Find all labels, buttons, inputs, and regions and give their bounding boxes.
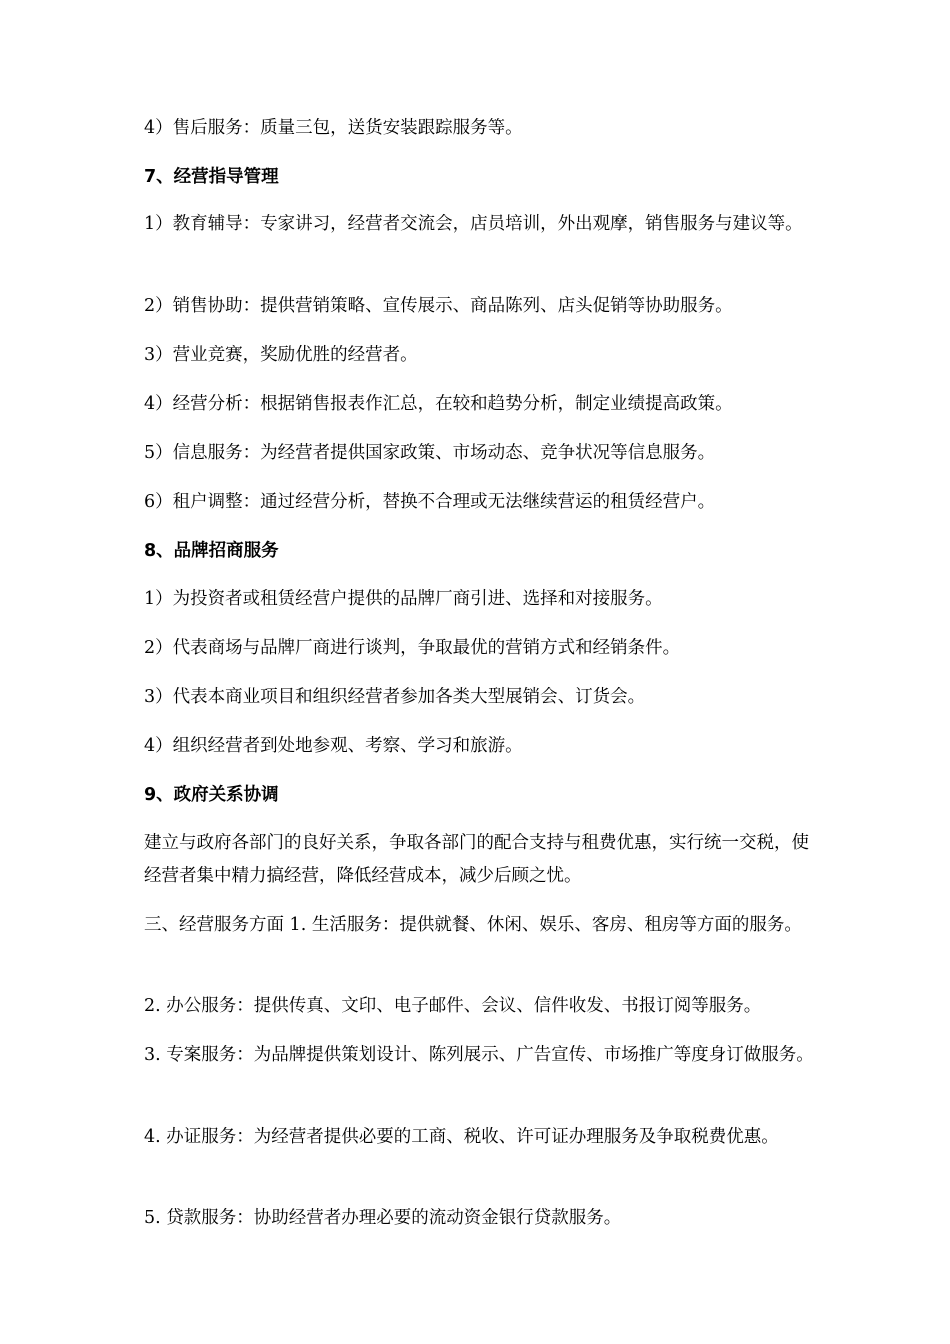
list-item: 3. 专案服务：为品牌提供策划设计、陈列展示、广告宣传、市场推广等度身订做服务。 <box>144 1045 814 1065</box>
list-item: 3）营业竞赛，奖励优胜的经营者。 <box>144 345 418 365</box>
list-item: 1）为投资者或租赁经营户提供的品牌厂商引进、选择和对接服务。 <box>144 589 663 609</box>
paragraph: 三、经营服务方面 1. 生活服务：提供就餐、休闲、娱乐、客房、租房等方面的服务。 <box>144 915 802 935</box>
section-heading: 7、经营指导管理 <box>144 167 279 187</box>
section-heading: 8、品牌招商服务 <box>144 541 279 561</box>
list-item: 4）售后服务：质量三包，送货安装跟踪服务等。 <box>144 118 523 138</box>
list-item: 2）代表商场与品牌厂商进行谈判，争取最优的营销方式和经销条件。 <box>144 638 681 658</box>
section-heading: 9、政府关系协调 <box>144 785 279 805</box>
list-item: 4. 办证服务：为经营者提供必要的工商、税收、许可证办理服务及争取税费优惠。 <box>144 1127 779 1147</box>
list-item: 4）组织经营者到处地参观、考察、学习和旅游。 <box>144 736 523 756</box>
list-item: 6）租户调整：通过经营分析，替换不合理或无法继续营运的租赁经营户。 <box>144 492 716 512</box>
list-item: 3）代表本商业项目和组织经营者参加各类大型展销会、订货会。 <box>144 687 646 707</box>
list-item: 1）教育辅导：专家讲习，经营者交流会，店员培训，外出观摩，销售服务与建议等。 <box>144 214 803 234</box>
paragraph: 建立与政府各部门的良好关系，争取各部门的配合支持与租费优惠，实行统一交税，使经营者集中精力搞经营，降低经营成本，减少后顾之忧。 <box>144 833 809 886</box>
list-item: 5. 贷款服务：协助经营者办理必要的流动资金银行贷款服务。 <box>144 1208 622 1228</box>
list-item: 2. 办公服务：提供传真、文印、电子邮件、会议、信件收发、书报订阅等服务。 <box>144 996 762 1016</box>
list-item: 2）销售协助：提供营销策略、宣传展示、商品陈列、店头促销等协助服务。 <box>144 296 733 316</box>
list-item: 4）经营分析：根据销售报表作汇总，在较和趋势分析，制定业绩提高政策。 <box>144 394 733 414</box>
list-item: 5）信息服务：为经营者提供国家政策、市场动态、竞争状况等信息服务。 <box>144 443 716 463</box>
